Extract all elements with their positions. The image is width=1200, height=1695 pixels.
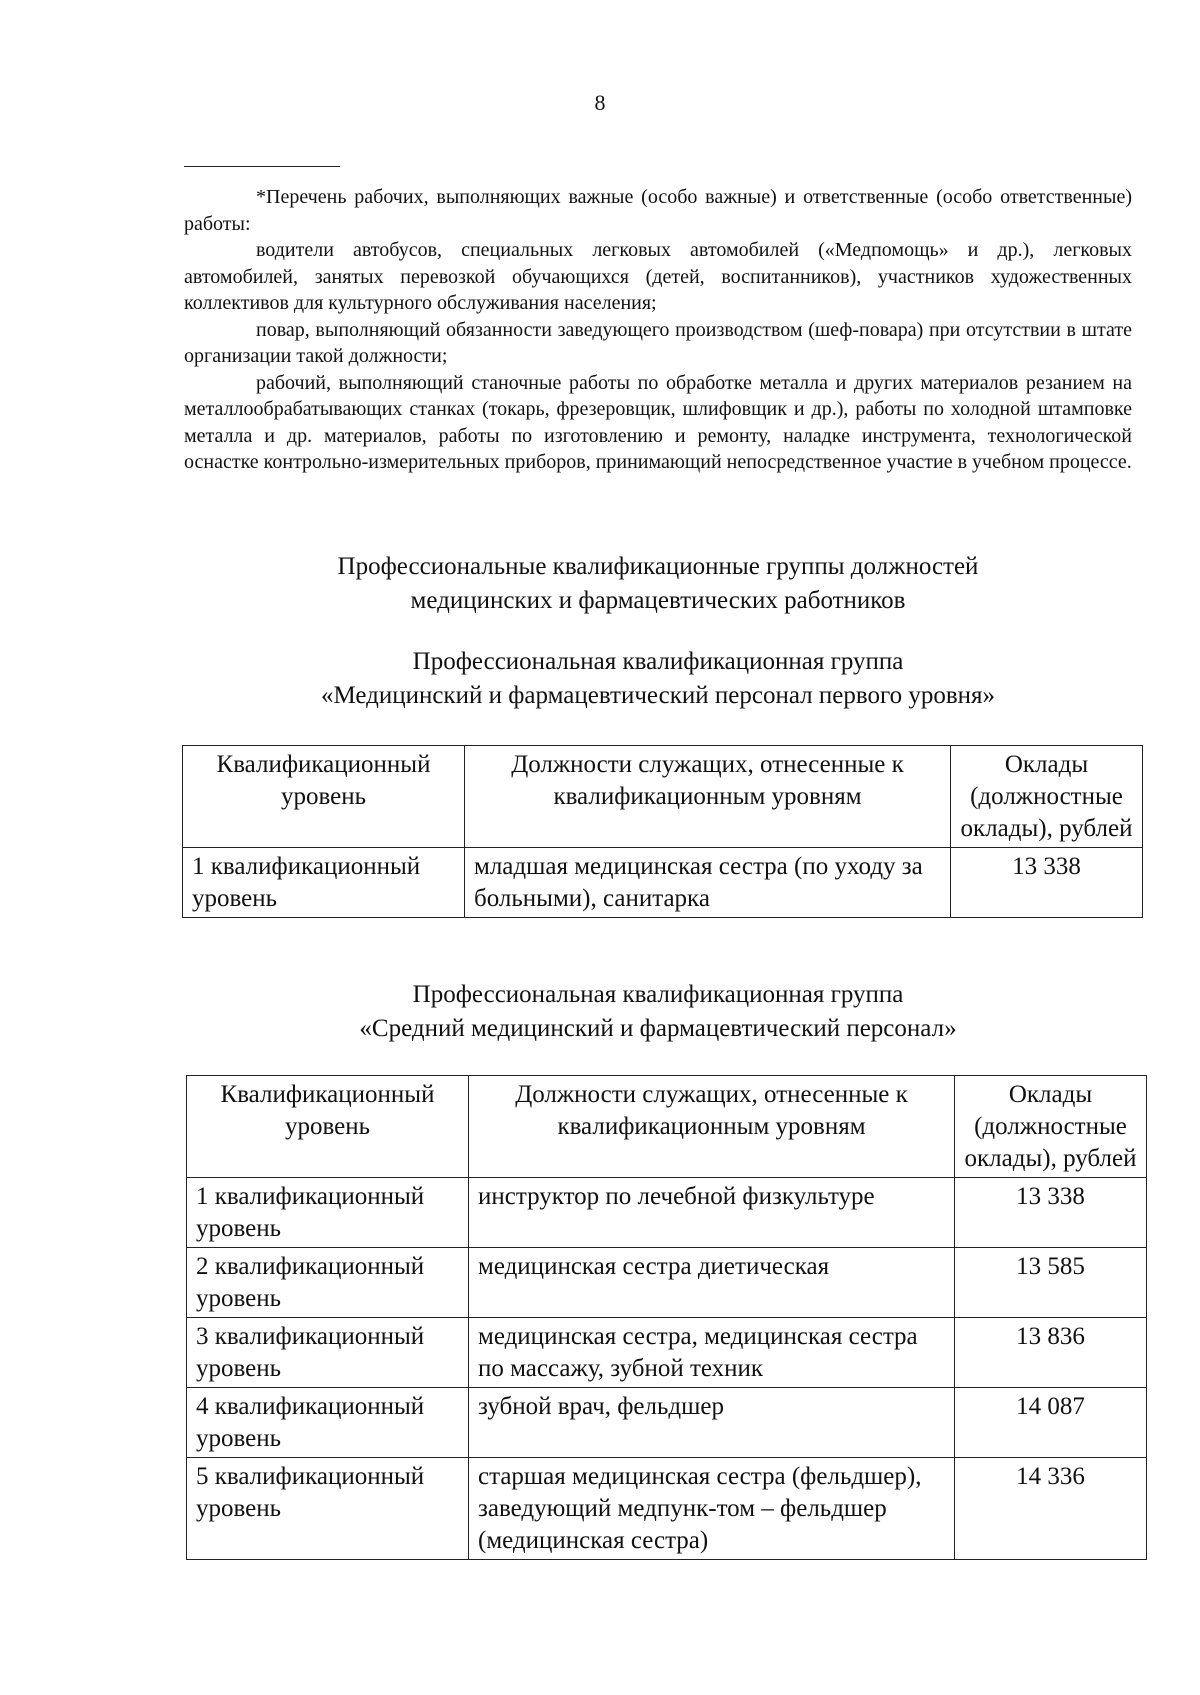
cell-salary: 14 087 — [955, 1388, 1147, 1458]
header-level: Квалификационный уровень — [187, 1076, 469, 1178]
group-title-line: «Медицинский и фармацевтический персонал первого уровня» — [320, 682, 996, 709]
cell-level: 3 квалификационный уровень — [187, 1318, 469, 1388]
cell-salary: 13 585 — [955, 1248, 1147, 1318]
cell-positions: зубной врач, фельдшер — [469, 1388, 955, 1458]
header-positions: Должности служащих, отнесенные к квалификационным уровням — [465, 746, 951, 848]
cell-salary: 14 336 — [955, 1458, 1147, 1560]
group-title-line: «Средний медицинский и фармацевтический персонал» — [359, 1015, 957, 1042]
cell-salary: 13 338 — [951, 848, 1143, 918]
cell-positions: медицинская сестра, медицинская сестра по массажу, зубной техник — [469, 1318, 955, 1388]
header-positions: Должности служащих, отнесенные к квалификационным уровням — [469, 1076, 955, 1178]
table-row — [187, 1388, 1147, 1458]
cell-level: 5 квалификационный уровень — [187, 1458, 469, 1560]
group2-title — [184, 978, 1132, 1046]
section-title-line: Профессиональные квалификационные группы должностей — [337, 553, 979, 580]
cell-positions: младшая медицинская сестра (по уходу за больными), санитарка — [465, 848, 951, 918]
footnote — [184, 184, 1132, 476]
table-header-row — [187, 1076, 1147, 1178]
group2-table — [186, 1075, 1147, 1560]
cell-positions: старшая медицинская сестра (фельдшер), заведующий медпунк-том – фельдшер (медицинская сестра) — [469, 1458, 955, 1560]
table-row — [187, 1318, 1147, 1388]
cell-level: 2 квалификационный уровень — [187, 1248, 469, 1318]
footnote-separator — [184, 166, 340, 167]
group-title-line: Профессиональная квалификационная группа — [412, 648, 904, 675]
section-title — [184, 550, 1132, 618]
group1-table — [182, 745, 1143, 918]
header-level: Квалификационный уровень — [183, 746, 465, 848]
page-number: 8 — [594, 90, 606, 115]
table-row — [187, 1248, 1147, 1318]
cell-positions: инструктор по лечебной физкультуре — [469, 1178, 955, 1248]
table-header-row — [183, 746, 1143, 848]
cell-salary: 13 338 — [955, 1178, 1147, 1248]
table-row — [187, 1458, 1147, 1560]
table-row — [187, 1178, 1147, 1248]
cell-level: 4 квалификационный уровень — [187, 1388, 469, 1458]
cell-level: 1 квалификационный уровень — [187, 1178, 469, 1248]
cell-level: 1 квалификационный уровень — [183, 848, 465, 918]
footnote-paragraph: водители автобусов, специальных легковых автомобилей («Медпомощь» и др.), легковых автомобилей, занятых перевозкой обучающихся (детей, воспитанников), участников художественных коллективов для культурного обслуживания населения; — [184, 239, 1132, 314]
header-salary: Оклады (должностные оклады), рублей — [951, 746, 1143, 848]
section-title-line: медицинских и фармацевтических работников — [410, 587, 906, 614]
table-row — [183, 848, 1143, 918]
footnote-paragraph: повар, выполняющий обязанности заведующего производством (шеф-повара) при отсутствии в штате организации такой должности; — [184, 318, 1132, 367]
cell-salary: 13 836 — [955, 1318, 1147, 1388]
header-salary: Оклады (должностные оклады), рублей — [955, 1076, 1147, 1178]
footnote-paragraph: *Перечень рабочих, выполняющих важные (особо важные) и ответственные (особо ответственные) работы: — [184, 186, 1132, 235]
group-title-line: Профессиональная квалификационная группа — [412, 981, 904, 1008]
cell-positions: медицинская сестра диетическая — [469, 1248, 955, 1318]
group1-title — [184, 645, 1132, 713]
footnote-paragraph: рабочий, выполняющий станочные работы по обработке металла и других материалов резанием на металлообрабатывающих станках (токарь, фрезеровщик, шлифовщик и др.), работы по холодной штамповке металла и др. материалов, работы по изготовлению и ремонту, наладке инструмента, технологической оснастке контрольно-измерительных приборов, принимающий непосредственное участие в учебном процессе. — [184, 371, 1132, 473]
